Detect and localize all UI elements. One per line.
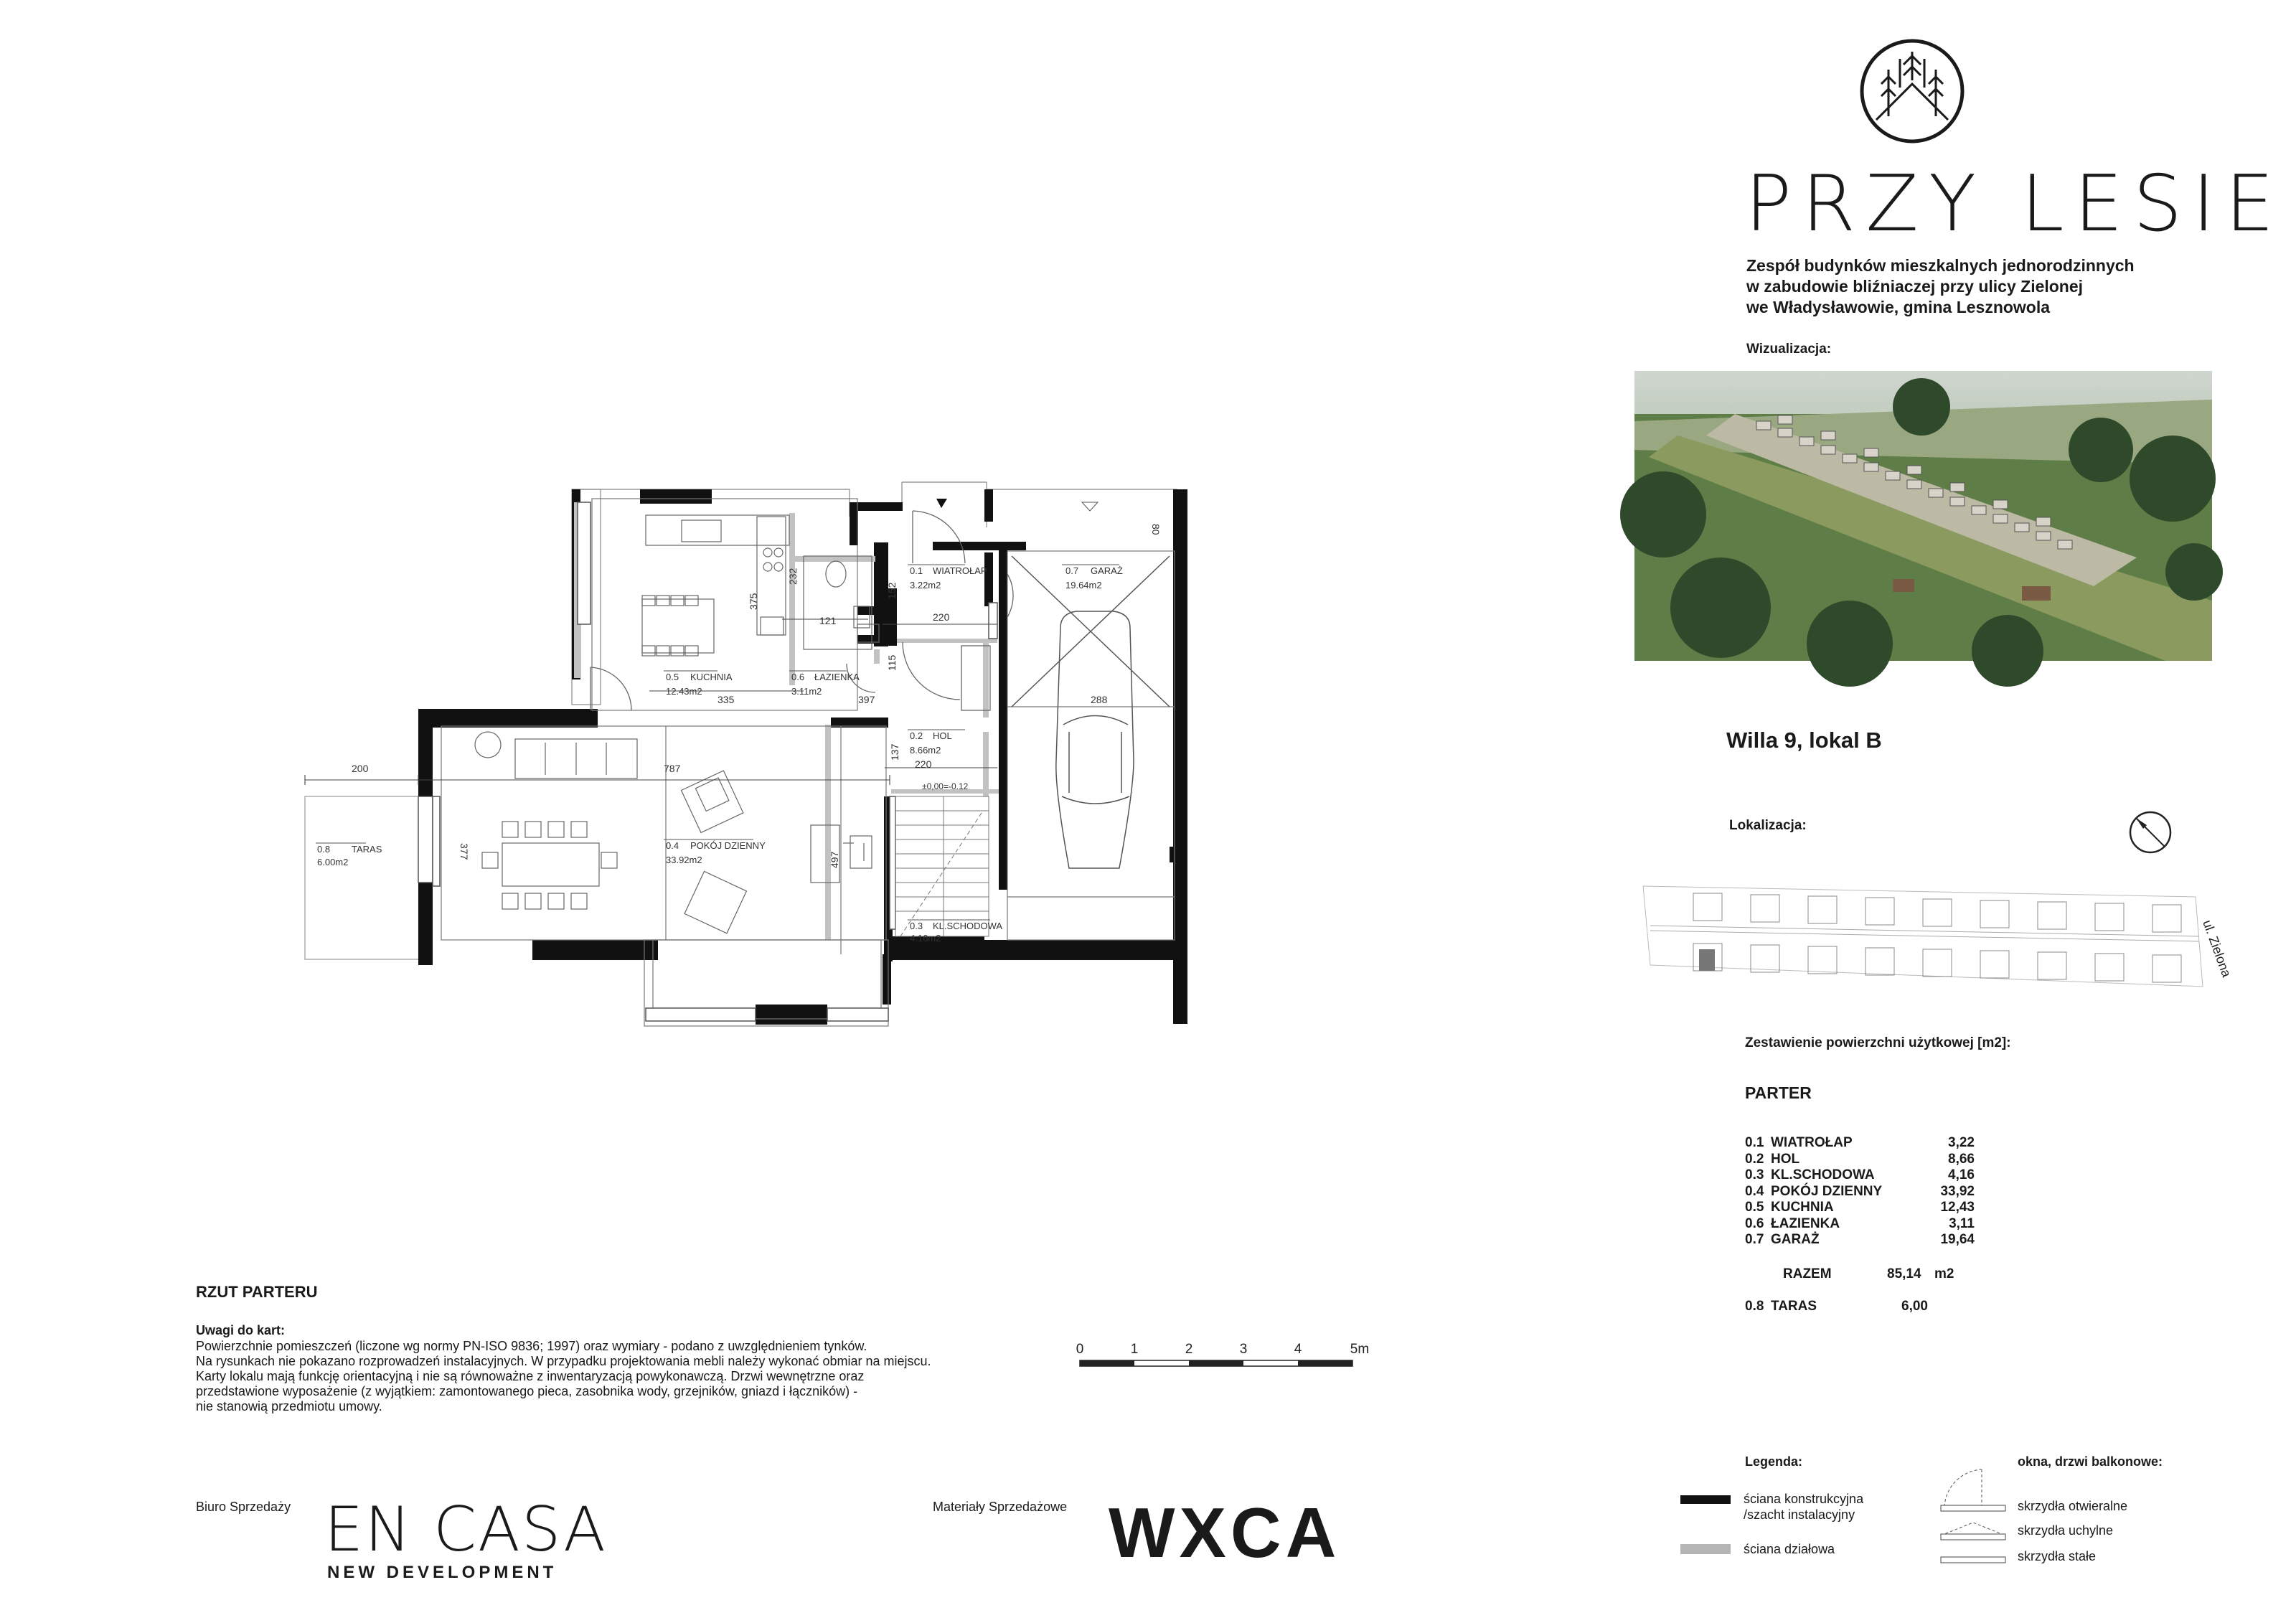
brand-description-2: w zabudowie bliźniaczej przy ulicy Zielonej	[1746, 277, 2084, 296]
legend-windows-title: okna, drzwi balkonowe:	[2018, 1454, 2163, 1469]
room-0-5-no: 0.5	[666, 672, 679, 682]
room-0-4-name: POKÓJ DZIENNY	[690, 840, 766, 851]
dim-200: 200	[352, 763, 369, 774]
terrace-row: 0.8 TARAS 6,00	[1745, 1299, 1928, 1314]
area-row: 0.4 POKÓJ DZIENNY 33,92	[1745, 1183, 1975, 1199]
area-row: 0.3 KL.SCHODOWA 4,16	[1745, 1167, 1975, 1182]
dim-375: 375	[748, 593, 759, 610]
scale-5: 5m	[1350, 1342, 1370, 1357]
room-0-1-no: 0.1	[910, 565, 923, 576]
scale-2: 2	[1185, 1342, 1193, 1357]
dim-377: 377	[458, 843, 470, 860]
scale-0: 0	[1076, 1342, 1084, 1357]
brand-logo-icon	[1858, 37, 1966, 145]
sales-logo: EN CASA	[324, 1494, 607, 1566]
room-0-6-area: 3.11m2	[791, 686, 822, 697]
visualization-label: Wizualizacja:	[1746, 342, 1832, 357]
brand-description-1: Zespół budynków mieszkalnych jednorodzinnych	[1746, 256, 2135, 275]
plan-title: RZUT PARTERU	[196, 1283, 318, 1301]
notes-line: Na rysunkach nie pokazano rozprowadzeń instalacyjnych. W przypadku projektowania mebli należy wykonać obmiar na miejscu.	[196, 1354, 931, 1368]
room-0-7-area: 19.64m2	[1065, 580, 1102, 591]
legend-partition-swatch	[1680, 1544, 1731, 1554]
legend-window-icons	[1937, 1457, 2009, 1571]
area-row: 0.2 HOL 8,66	[1745, 1151, 1975, 1167]
unit-title: Willa 9, lokal B	[1726, 728, 1882, 753]
room-0-8-area: 6.00m2	[317, 857, 349, 867]
room-0-8-no: 0.8	[317, 844, 331, 855]
brand-title: PRZY LESIE	[1745, 159, 2285, 249]
street-label: ul. Zielona	[2200, 918, 2234, 979]
garage-car	[1012, 556, 1170, 868]
room-0-3-area: 4.16m2	[910, 933, 941, 944]
room-0-5-name: KUCHNIA	[690, 672, 733, 682]
notes-body	[196, 1339, 931, 1414]
legend-opening: skrzydła otwieralne	[2018, 1499, 2128, 1513]
notes-title: Uwagi do kart:	[196, 1323, 286, 1337]
area-row: 0.1 WIATROŁAP 3,22	[1745, 1135, 1975, 1150]
room-0-2-no: 0.2	[910, 730, 923, 741]
room-0-2-name: HOL	[933, 730, 952, 741]
dim-787: 787	[664, 763, 681, 774]
notes-line: Powierzchnie pomieszczeń (liczone wg normy PN-ISO 9836; 1997) oraz wymiary - podano z uwzględnieniem tynków.	[196, 1339, 867, 1353]
room-0-6-name: ŁAZIENKA	[814, 672, 860, 682]
room-0-4-no: 0.4	[666, 840, 679, 851]
scale-4: 4	[1294, 1342, 1302, 1357]
sales-logo-sub: NEW DEVELOPMENT	[327, 1563, 557, 1582]
dim-232: 232	[787, 568, 799, 585]
room-0-2-area: 8.66m2	[910, 745, 941, 756]
dim-80: 80	[1150, 524, 1162, 535]
legend-tilt: skrzydła uchylne	[2018, 1523, 2114, 1538]
areas-title: Zestawienie powierzchni użytkowej [m2]:	[1745, 1035, 2011, 1050]
area-row: 0.5 KUCHNIA 12,43	[1745, 1200, 1975, 1215]
dim-121: 121	[819, 615, 837, 626]
dim-152: 152	[886, 582, 898, 599]
site-map	[1636, 879, 2234, 1001]
room-0-7-name: GARAŻ	[1091, 565, 1123, 576]
areas-table	[1745, 1135, 1975, 1248]
legend-structural-2: /szacht instalacyjny	[1744, 1507, 1855, 1522]
scale-bar	[1076, 1342, 1369, 1366]
materials-label: Materiały Sprzedażowe	[933, 1500, 1068, 1514]
room-0-6-no: 0.6	[791, 672, 805, 682]
dim-335: 335	[718, 694, 735, 705]
scale-3: 3	[1239, 1342, 1248, 1357]
room-0-7-no: 0.7	[1065, 565, 1079, 576]
area-row: 0.7 GARAŻ 19,64	[1745, 1232, 1975, 1247]
total-unit: m2	[1934, 1266, 1954, 1281]
dim-220a: 220	[933, 611, 950, 623]
dim-137: 137	[889, 743, 900, 761]
dim-497: 497	[829, 851, 840, 868]
dim-397: 397	[858, 694, 875, 705]
legend-fixed: skrzydła stałe	[2018, 1549, 2097, 1563]
legend-structural-swatch	[1680, 1495, 1731, 1504]
total-label: RAZEM	[1783, 1266, 1832, 1281]
total-value: 85,14	[1887, 1266, 1921, 1281]
room-0-3-no: 0.3	[910, 921, 923, 931]
sales-label: Biuro Sprzedaży	[196, 1500, 291, 1514]
room-0-1-name: WIATROŁAP	[933, 565, 987, 576]
floor-title: PARTER	[1745, 1083, 1812, 1102]
notes-line: nie stanowią przedmiotu umowy.	[196, 1399, 382, 1413]
brand-description-3: we Władysławowie, gmina Lesznowola	[1746, 298, 2051, 316]
scale-1: 1	[1130, 1342, 1139, 1357]
dim-115: 115	[886, 654, 898, 671]
room-0-3-name: KL.SCHODOWA	[933, 921, 1003, 931]
notes-line: Karty lokalu mają funkcję orientacyjną i nie są równoważne z inwentaryzacją powykonawczą. Drzwi wewnętrzne oraz	[196, 1369, 865, 1383]
dim-220b: 220	[915, 758, 932, 770]
north-compass-icon	[2125, 807, 2175, 857]
dim-288: 288	[1091, 694, 1108, 705]
materials-logo: WXCA	[1109, 1493, 1341, 1572]
room-0-1-area: 3.22m2	[910, 580, 941, 591]
legend-partition: ściana działowa	[1744, 1542, 1835, 1556]
area-row: 0.6 ŁAZIENKA 3,11	[1745, 1215, 1975, 1231]
room-0-4-area: 33.92m2	[666, 855, 702, 865]
notes-line: przedstawione wyposażenie (z wyjątkiem: zamontowanego pieca, zasobnika wody, grzejników, gniazd i łączników) -	[196, 1384, 858, 1398]
location-label: Lokalizacja:	[1729, 818, 1807, 833]
legend-title: Legenda:	[1745, 1454, 1803, 1469]
room-0-5-area: 12.43m2	[666, 686, 702, 697]
room-0-8-name: TARAS	[352, 844, 382, 855]
legend-structural-1: ściana konstrukcyjna	[1744, 1492, 1864, 1506]
level-mark: ±0,00=-0.12	[922, 781, 969, 791]
visualization-image	[1634, 371, 2212, 661]
